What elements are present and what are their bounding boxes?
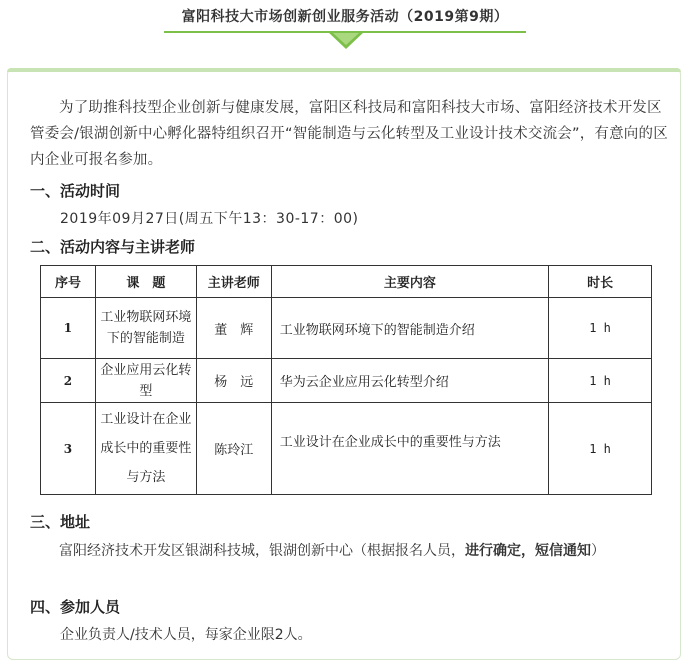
page-title: 富阳科技大市场创新创业服务活动（2019第9期）	[181, 9, 509, 25]
row-number: 2	[41, 359, 96, 403]
event-time: 2019年09月27日(周五下午13：30-17：00)	[60, 211, 359, 227]
section-heading-participants: 四、参加人员	[30, 598, 121, 616]
row-duration: 1 h	[549, 403, 652, 495]
row-topic: 企业应用云化转型	[95, 359, 196, 403]
row-duration: 1 h	[549, 359, 652, 403]
row-number: 1	[41, 298, 96, 359]
row-number: 3	[41, 403, 96, 495]
column-header: 课 题	[95, 266, 196, 298]
row-speaker: 董 辉	[196, 298, 271, 359]
intro-paragraph: 为了助推科技型企业创新与健康发展，富阳区科技局和富阳科技大市场、富阳经济技术开发区管委会/银湖创新中心孵化器特组织召开“智能制造与云化转型及工业设计技术交流会”，有意向的区内企业可报名参加。	[30, 100, 668, 168]
address-tail: ）	[591, 543, 605, 559]
table-row	[41, 359, 652, 403]
row-content: 工业设计在企业成长中的重要性与方法	[271, 403, 548, 495]
content-box-top-border	[7, 68, 681, 72]
section-heading-time: 一、活动时间	[30, 182, 121, 200]
participants-text: 企业负责人/技术人员，每家企业限2人。	[60, 627, 312, 643]
article-header	[0, 0, 690, 60]
address-paragraph	[30, 538, 670, 564]
table-header-row	[41, 266, 652, 298]
schedule-table	[40, 265, 652, 495]
row-content: 工业物联网环境下的智能制造介绍	[271, 298, 548, 359]
row-speaker: 陈玲江	[196, 403, 271, 495]
row-topic: 工业物联网环境下的智能制造	[95, 298, 196, 359]
address-note: 进行确定，短信通知	[465, 543, 591, 559]
row-speaker: 杨 远	[196, 359, 271, 403]
column-header: 序号	[41, 266, 96, 298]
column-header: 主要内容	[271, 266, 548, 298]
address-text: 富阳经济技术开发区银湖科技城，银湖创新中心（根据报名人员，	[59, 543, 465, 559]
table-row	[41, 298, 652, 359]
section-heading-address: 三、地址	[30, 513, 91, 531]
row-topic: 工业设计在企业成长中的重要性与方法	[95, 403, 196, 495]
arrow-down-icon-inner	[333, 33, 359, 45]
row-content: 华为云企业应用云化转型介绍	[271, 359, 548, 403]
row-duration: 1 h	[549, 298, 652, 359]
table-row	[41, 403, 652, 495]
section-heading-content: 二、活动内容与主讲老师	[30, 238, 196, 256]
column-header: 时长	[549, 266, 652, 298]
column-header: 主讲老师	[196, 266, 271, 298]
